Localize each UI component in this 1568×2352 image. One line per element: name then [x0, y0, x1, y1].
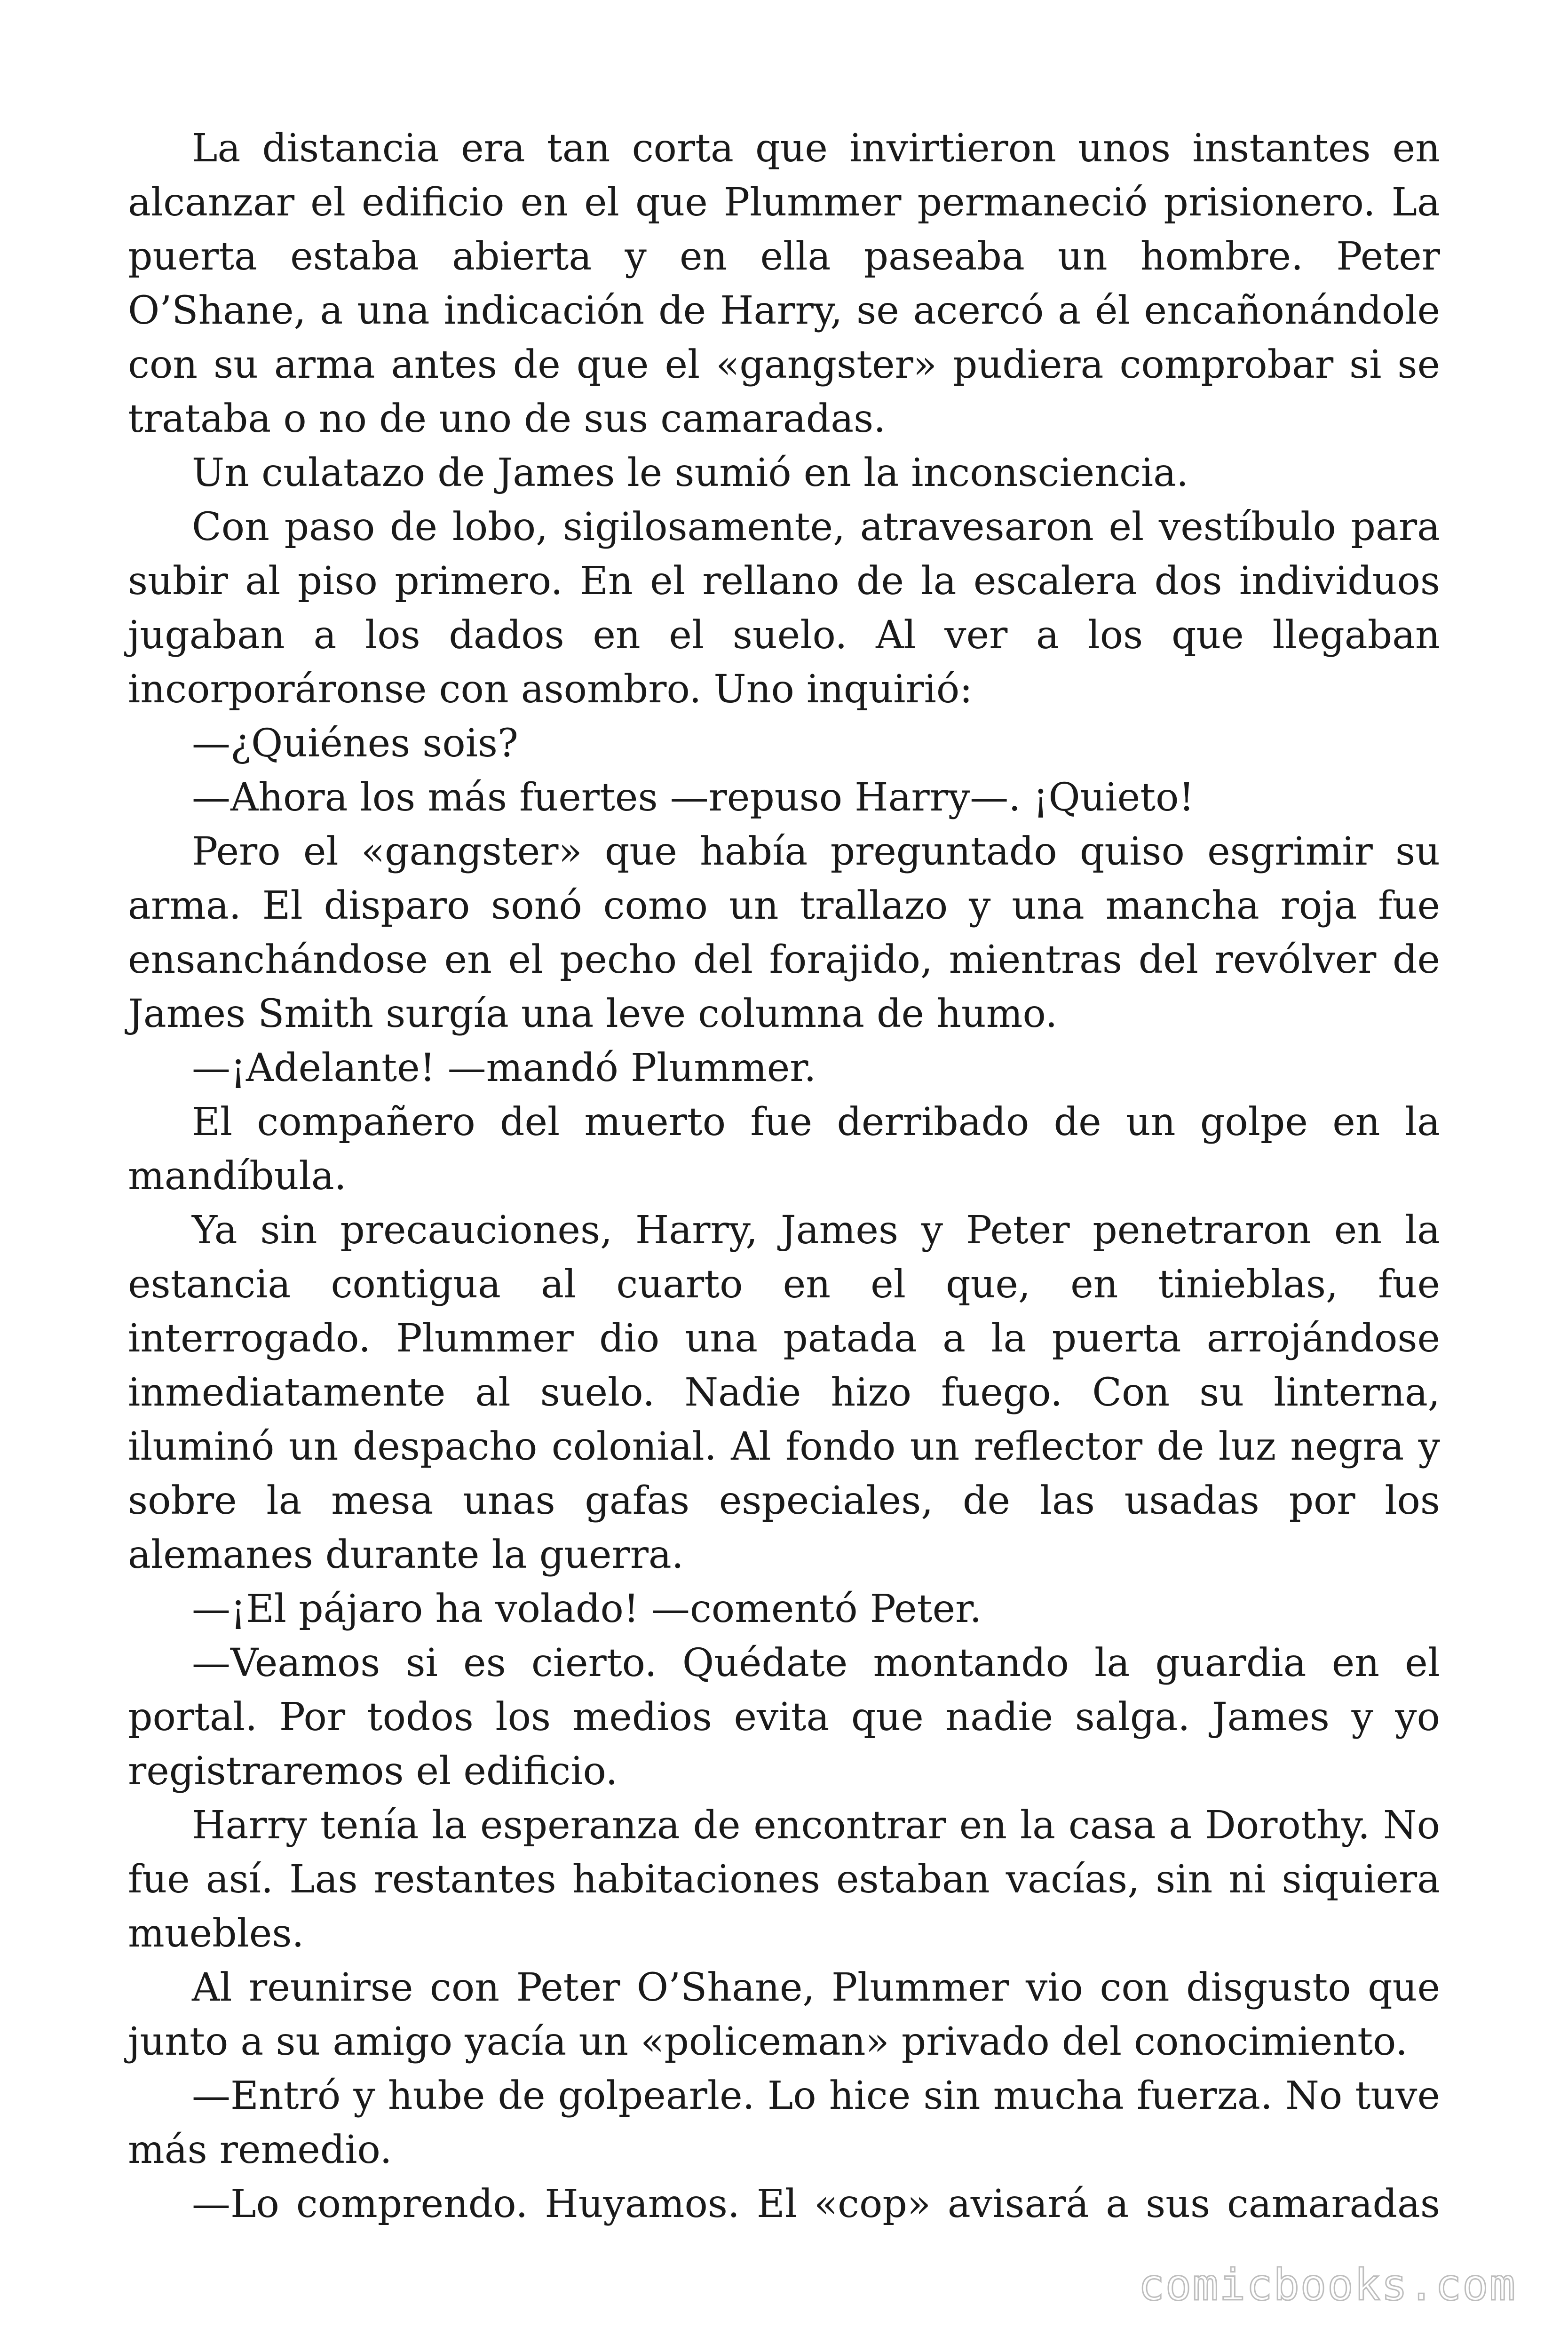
- paragraph: Al reunirse con Peter O’Shane, Plummer vio con disgusto que junto a su amigo yacía un «policeman» privado del conocimiento.: [128, 1965, 1440, 2064]
- paragraph: La distancia era tan corta que invirtieron unos instantes en alcanzar el edificio en el que Plummer permaneció prisionero. La puerta estaba abierta y en ella paseaba un hombre. Peter O’Shane, a una indicación de Harry, se acercó a él encañonándole con su arma antes de que el «gangster» pudiera comprobar si se trataba o no de uno de sus camaradas.: [128, 126, 1440, 441]
- body-text: [128, 121, 1440, 2231]
- paragraph: Un culatazo de James le sumió en la inconsciencia.: [192, 451, 1189, 495]
- dialogue-line: —Lo comprendo. Huyamos. El «cop» avisará a sus camaradas: [192, 2182, 1440, 2226]
- paragraph: El compañero del muerto fue derribado de un golpe en la mandíbula.: [128, 1100, 1440, 1199]
- dialogue-line: —¡El pájaro ha volado! —comentó Peter.: [192, 1587, 982, 1631]
- paragraph: Pero el «gangster» que había preguntado quiso esgrimir su arma. El disparo sonó como un trallazo y una mancha roja fue ensanchándose en el pecho del forajido, mientras del revólver de James Smith surgía una leve columna de humo.: [128, 829, 1440, 1036]
- paragraph: Ya sin precauciones, Harry, James y Peter penetraron en la estancia contigua al cuarto en el que, en tinieblas, fue interrogado. Plummer dio una patada a la puerta arrojándose inmediatamente al suelo. Nadie hizo fuego. Con su linterna, iluminó un despacho colonial. Al fondo un reflector de luz negra y sobre la mesa unas gafas especiales, de las usadas por los alemanes durante la guerra.: [128, 1208, 1440, 1577]
- dialogue-line: —Entró y hube de golpearle. Lo hice sin mucha fuerza. No tuve más remedio.: [128, 2074, 1440, 2172]
- dialogue-line: —Veamos si es cierto. Quédate montando la guardia en el portal. Por todos los medios evita que nadie salga. James y yo registraremos el edificio.: [128, 1641, 1440, 1794]
- paragraph: Harry tenía la esperanza de encontrar en la casa a Dorothy. No fue así. Las restantes habitaciones estaban vacías, sin ni siquiera muebles.: [128, 1803, 1440, 1956]
- watermark: comicbooks.com: [1138, 2260, 1516, 2310]
- paragraph: Con paso de lobo, sigilosamente, atravesaron el vestíbulo para subir al piso primero. En el rellano de la escalera dos individuos jugaban a los dados en el suelo. Al ver a los que llegaban incorporáronse con asombro. Uno inquirió:: [128, 505, 1440, 712]
- dialogue-line: —Ahora los más fuertes —repuso Harry—. ¡Quieto!: [192, 775, 1195, 820]
- dialogue-line: —¡Adelante! —mandó Plummer.: [192, 1046, 816, 1090]
- dialogue-line: —¿Quiénes sois?: [192, 721, 518, 766]
